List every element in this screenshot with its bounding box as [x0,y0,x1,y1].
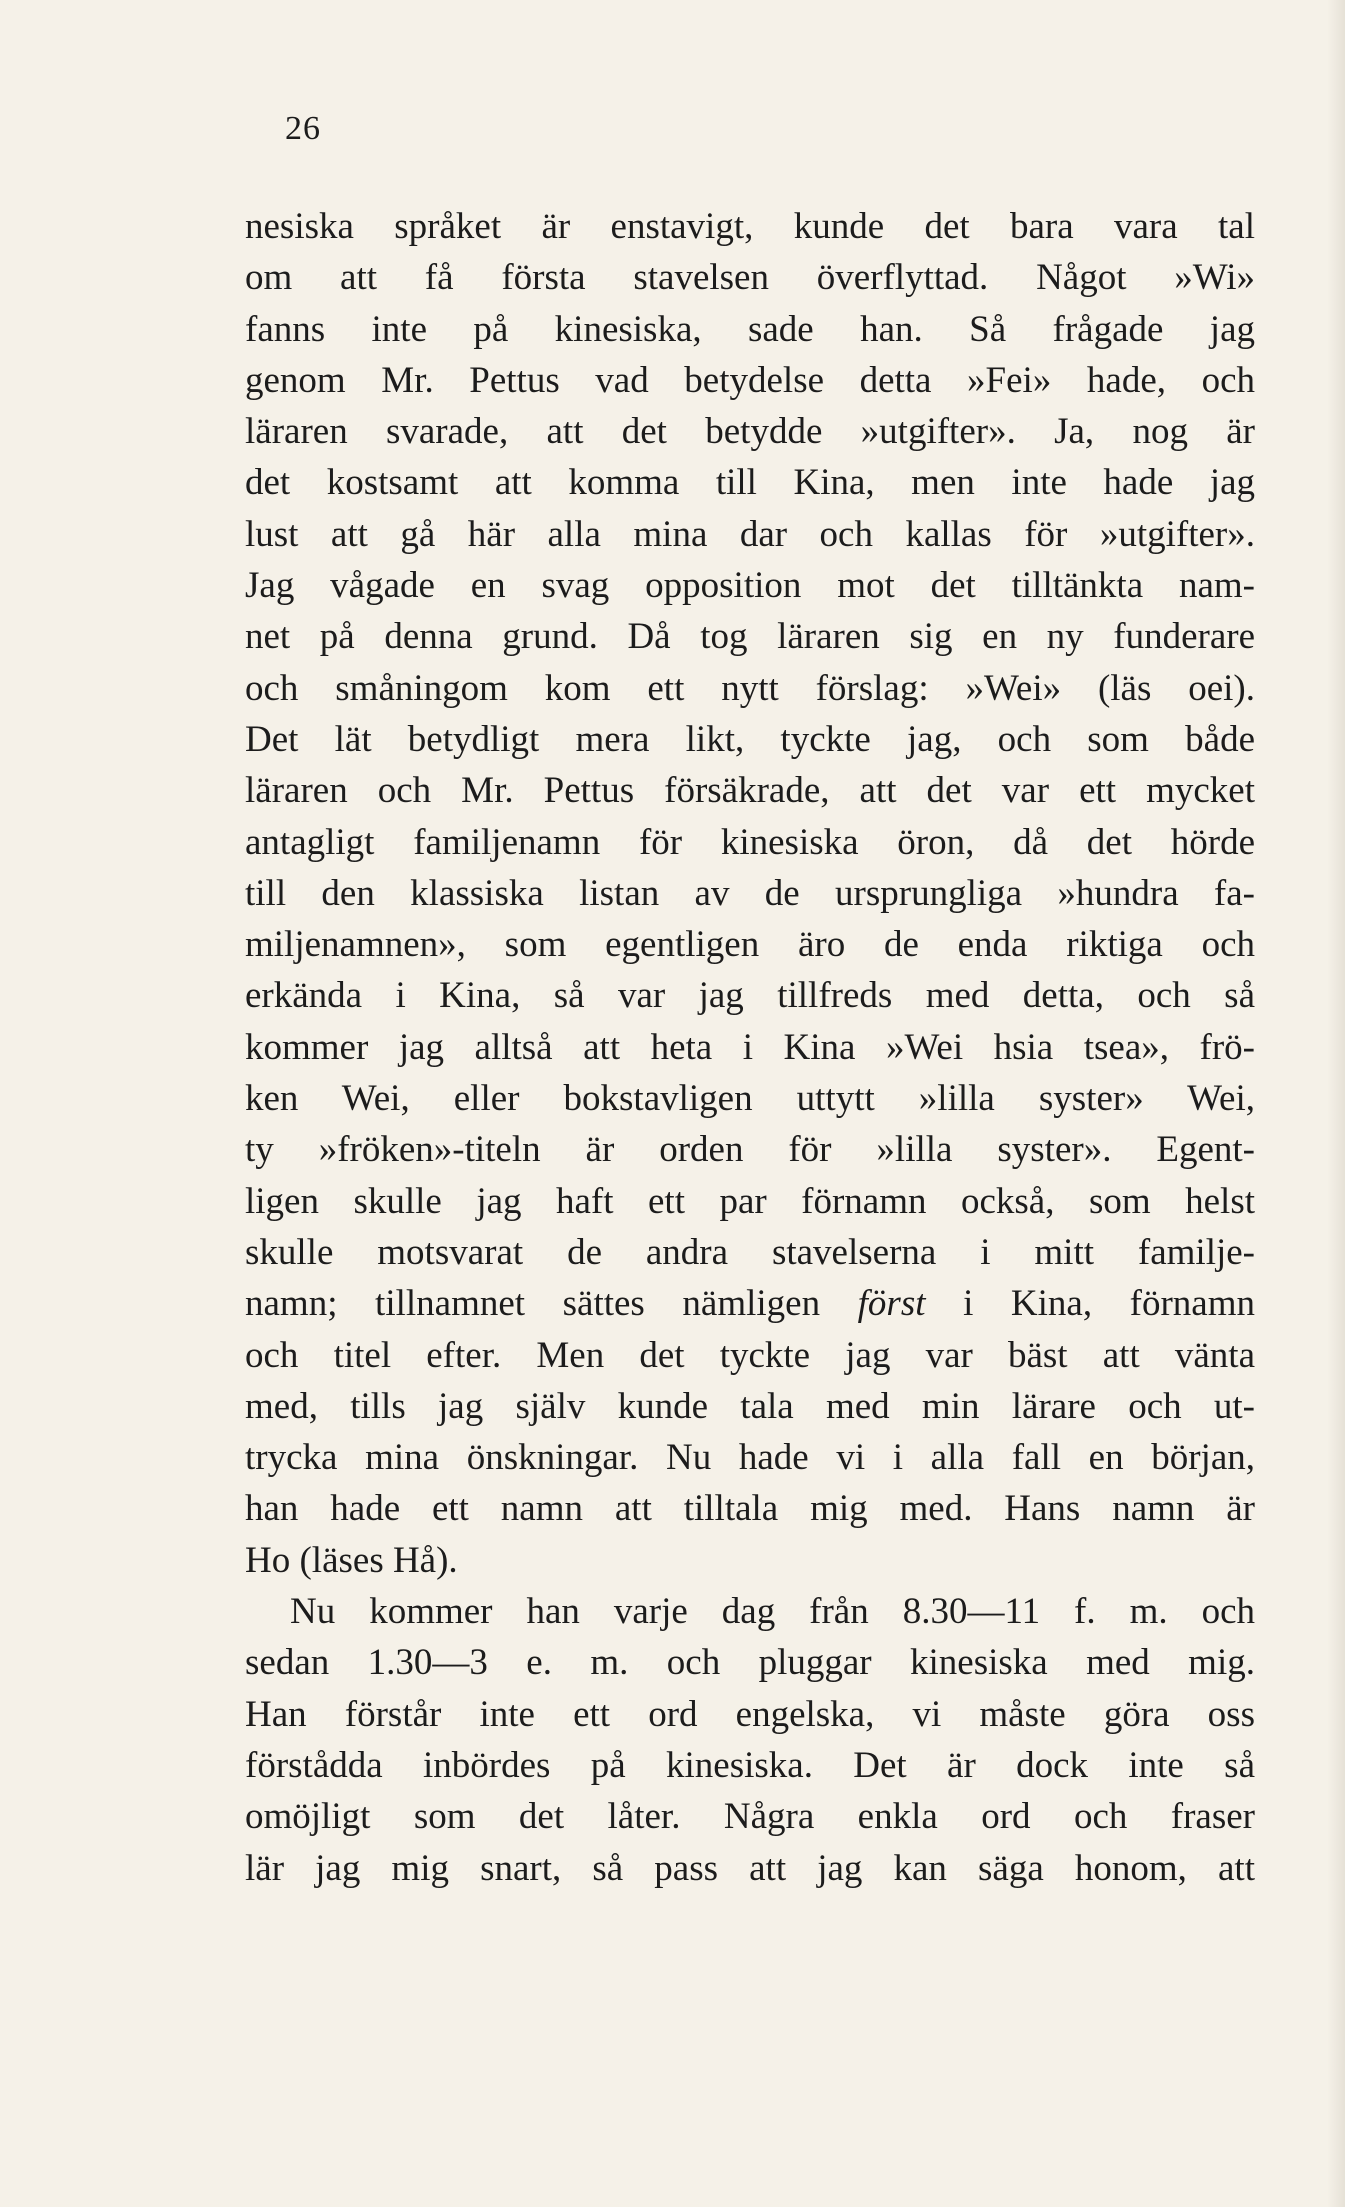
text-line: Han förstår inte ett ord engelska, vi måste göra oss [245,1693,1255,1735]
text-line: net på denna grund. Då tog läraren sig en ny funderare [245,616,1255,658]
text-line: ken Wei, eller bokstavligen uttytt »lilla syster» Wei, [245,1078,1255,1120]
text-line: och småningom kom ett nytt förslag: »Wei» (läs oei). [245,667,1255,709]
text-line: trycka mina önskningar. Nu hade vi i alla fall en början, [245,1437,1255,1479]
text-line: Det lät betydligt mera likt, tyckte jag, och som både [245,718,1255,760]
text-line: kommer jag alltså att heta i Kina »Wei hsia tsea», frö- [245,1026,1255,1068]
text-line: med, tills jag själv kunde tala med min lärare och ut- [245,1385,1255,1427]
text-line: läraren och Mr. Pettus försäkrade, att det var ett mycket [245,770,1255,812]
text-line: antagligt familjenamn för kinesiska öron, då det hörde [245,821,1255,863]
text-line: fanns inte på kinesiska, sade han. Så frågade jag [245,308,1255,350]
page-edge-shadow [1327,0,1345,2207]
text-line: han hade ett namn att tilltala mig med. Hans namn är [245,1488,1255,1530]
text-line: Nu kommer han varje dag från 8.30—11 f. m. och [290,1591,1255,1633]
text-line: skulle motsvarat de andra stavelserna i mitt familje- [245,1231,1255,1273]
text-line: ty »fröken»-titeln är orden för »lilla syster». Egent- [245,1129,1255,1171]
text-line: om att få första stavelsen överflyttad. Något »Wi» [245,257,1255,299]
text-line: till den klassiska listan av de ursprungliga »hundra fa- [245,872,1255,914]
text-line: sedan 1.30—3 e. m. och pluggar kinesiska med mig. [245,1642,1255,1684]
text-line: ligen skulle jag haft ett par förnamn också, som helst [245,1180,1255,1222]
text-line: Ho (läses Hå). [245,1539,458,1581]
page-number: 26 [285,110,321,147]
text-line: genom Mr. Pettus vad betydelse detta »Fei» hade, och [245,359,1255,401]
text-line-with-emphasis: namn; tillnamnet sättes nämligen först i Kina, förnamn [245,1283,1255,1325]
text-line: och titel efter. Men det tyckte jag var bäst att vänta [245,1334,1255,1376]
text-line: lär jag mig snart, så pass att jag kan säga honom, att [245,1847,1255,1889]
text-line: lust att gå här alla mina dar och kallas för »utgifter». [245,513,1255,555]
text-line: erkända i Kina, så var jag tillfreds med detta, och så [245,975,1255,1017]
text-line: omöjligt som det låter. Några enkla ord och fraser [245,1796,1255,1838]
text-line: Jag vågade en svag opposition mot det tilltänkta nam- [245,565,1255,607]
emphasized-word: först [857,1283,926,1325]
text-line: läraren svarade, att det betydde »utgifter». Ja, nog är [245,411,1255,453]
text-line: nesiska språket är enstavigt, kunde det bara vara tal [245,206,1255,247]
text-line: förstådda inbördes på kinesiska. Det är dock inte så [245,1744,1255,1786]
body-text [245,201,1255,1894]
text-line: det kostsamt att komma till Kina, men inte hade jag [245,462,1255,504]
text-line: miljenamnen», som egentligen äro de enda riktiga och [245,924,1255,966]
